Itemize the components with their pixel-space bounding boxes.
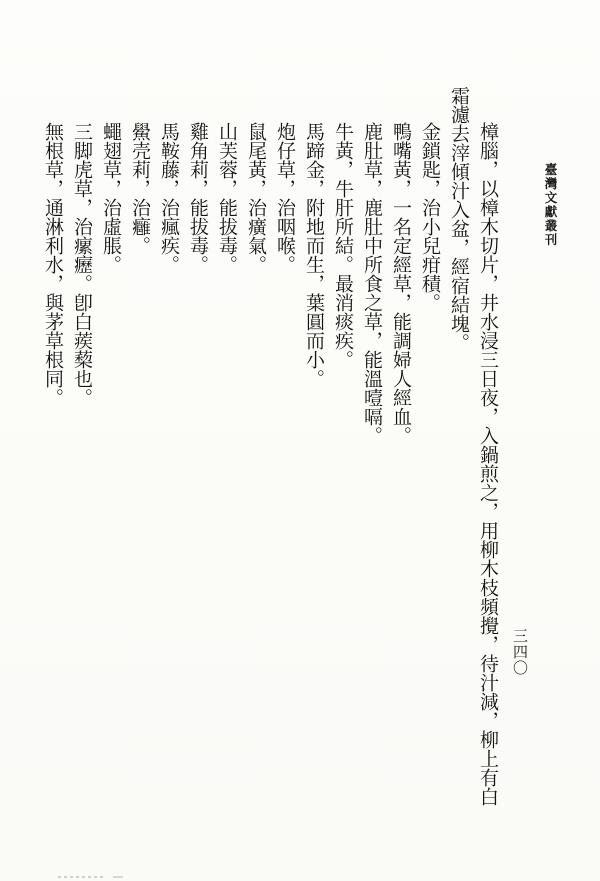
main-text-block [38, 86, 502, 834]
entry-column-shanfurong: 山芙蓉，能拔毒。 [216, 122, 237, 274]
entry-column-houkeli: 鱟壳莉，治癰。 [129, 122, 150, 255]
page-number: 三四〇 [511, 628, 527, 676]
scan-artifact [58, 876, 104, 878]
entry-column-jinsuochi: 金鎖匙，治小兒疳積。 [419, 122, 440, 312]
entry-column-jijiaoli: 雞角莉，能拔毒。 [187, 122, 208, 274]
entry-column-shuweihuang: 鼠尾黃，治癀氣。 [245, 122, 266, 274]
entry-column-yingchicao: 蠅翅草，治虛脹。 [100, 122, 121, 274]
scan-artifact [113, 876, 123, 878]
entry-column-paozicao: 炮仔草，治咽喉。 [274, 122, 295, 274]
entry-column-zhangnao: 樟腦，以樟木切片，井水浸三日夜，入鍋煎之，用柳木枝頻攪，待汁減，柳上有白 [477, 122, 498, 806]
entry-column-sanjiaohucao: 三脚虎草，治瘰癧。卽白蒺蔾也。 [71, 122, 92, 407]
running-head-series-title: 臺灣文獻叢刊 [543, 163, 557, 247]
entry-column-matijin: 馬蹄金，附地而生，葉圓而小。 [303, 122, 324, 388]
continuation-column: 霜濾去滓傾汁入盆，經宿結塊。 [448, 86, 469, 352]
entry-column-wugencao: 無根草，通淋利水，與茅草根同。 [42, 122, 63, 407]
entry-column-maanteng: 馬鞍藤，治瘋疾。 [158, 122, 179, 274]
entry-column-luducao: 鹿肚草，鹿肚中所食之草，能溫噎嗝。 [361, 122, 382, 445]
entry-column-yazuihuang: 鴨嘴黃，一名定經草，能調婦人經血。 [390, 122, 411, 445]
entry-column-niuhuang: 牛黃，牛肝所結。最消痰疾。 [332, 122, 353, 369]
